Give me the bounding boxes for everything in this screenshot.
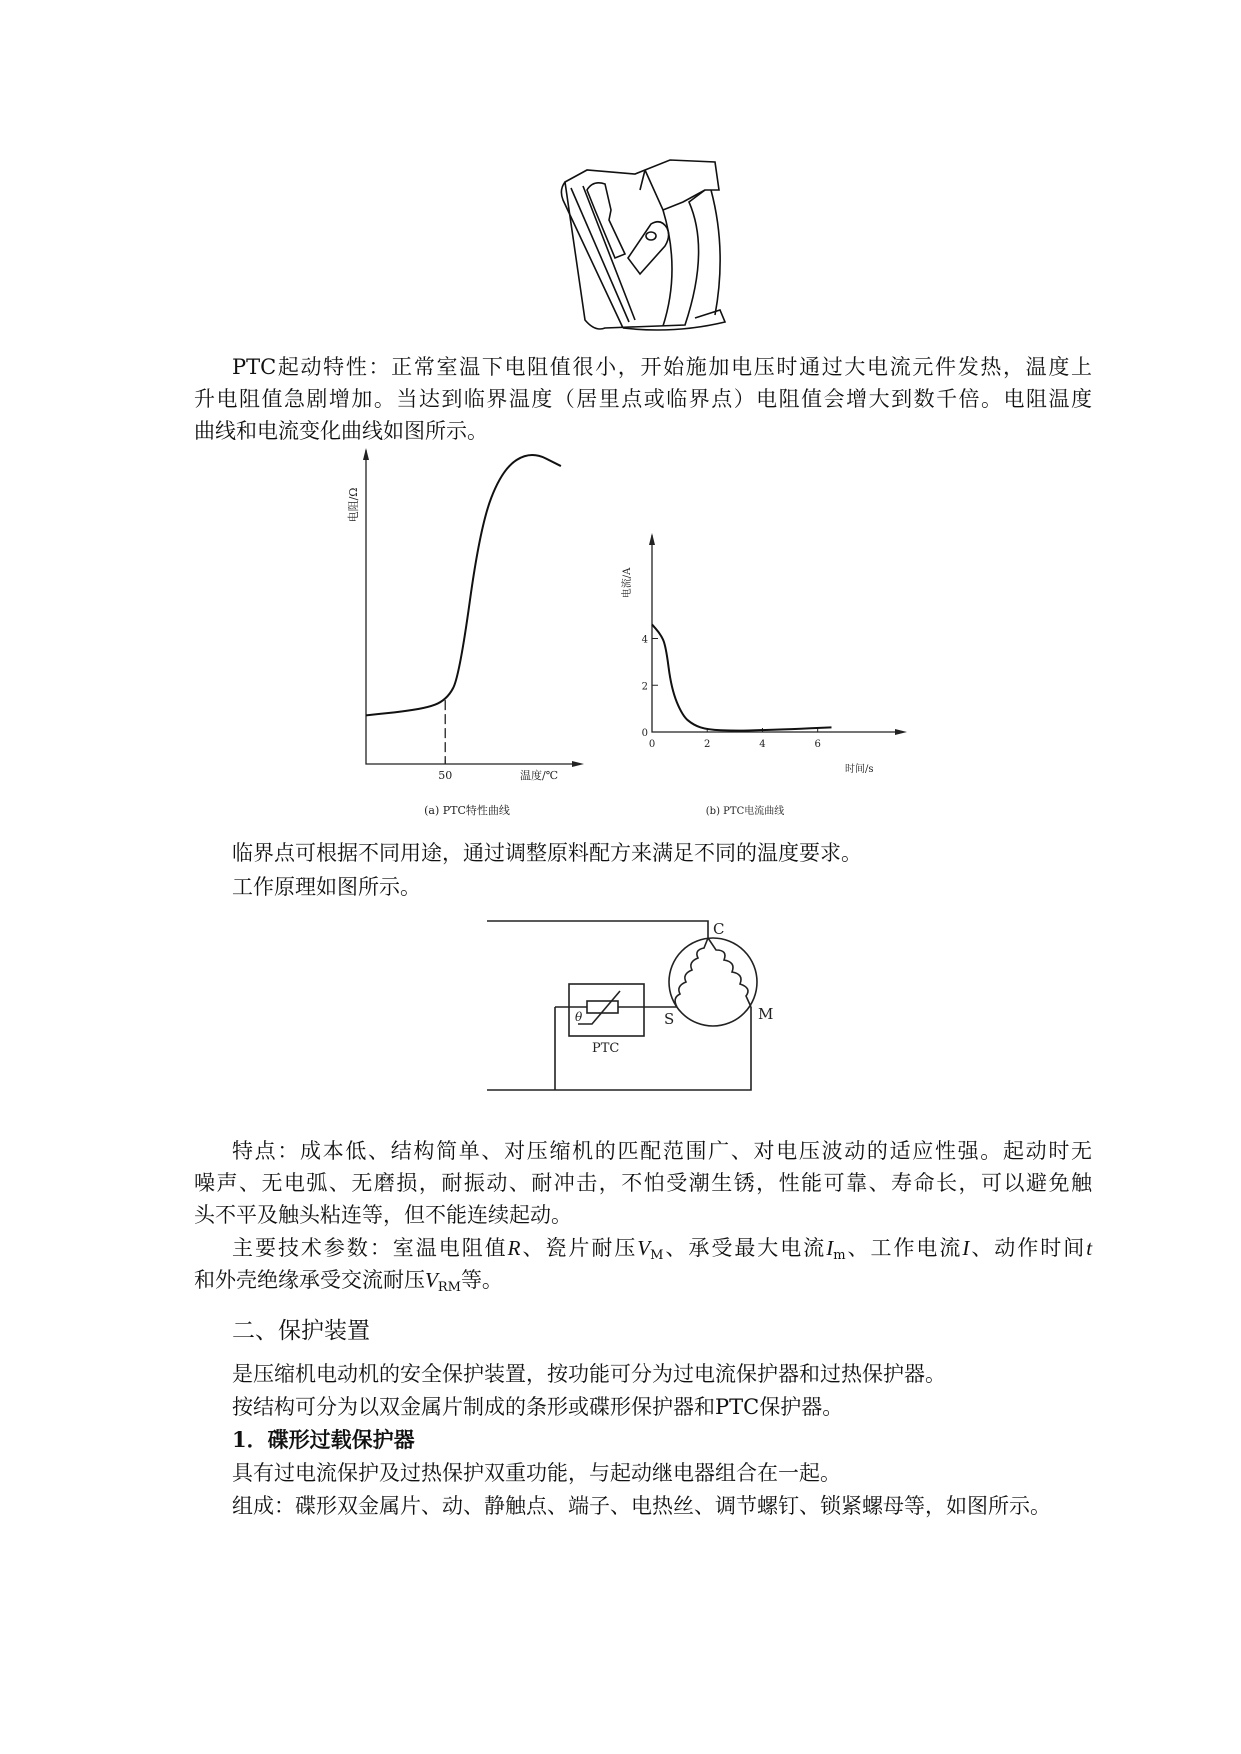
x-tick-label: 4 <box>759 739 766 750</box>
text: 主要技术参数：室温电阻值 <box>232 1236 508 1260</box>
ptc-circuit-diagram <box>480 910 800 1100</box>
paragraph-ptc-line-2: 升电阻值急剧增加。当达到临界温度（居里点或临界点）电阻值会增大到数千倍。电阻温度 <box>194 387 1092 411</box>
y-axis-arrow <box>649 533 655 545</box>
paragraph-features-line-2: 噪声、无电弧、无磨损，耐振动、耐冲击，不怕受潮生锈，性能可靠、寿命长，可以避免触 <box>194 1171 1092 1195</box>
label-theta: θ <box>575 1010 583 1024</box>
paragraph-protection-2: 按结构可分为以双金属片制成的条形或碟形保护器和PTC保护器。 <box>232 1395 844 1419</box>
ptc-charts <box>0 0 1241 840</box>
paragraph-working-principle: 工作原理如图所示。 <box>232 875 421 899</box>
motor-circle <box>669 938 757 1026</box>
start-winding-coil <box>675 938 708 1007</box>
x-axis-label: 时间/s <box>845 764 874 775</box>
paragraph-critical-point: 临界点可根据不同用途，通过调整原料配方来满足不同的温度要求。 <box>232 841 862 865</box>
sub-heading: 1．碟形过载保护器 <box>232 1427 415 1452</box>
wire-top <box>487 921 708 938</box>
y-tick-label: 0 <box>641 728 648 739</box>
paragraph-protection-3: 具有过电流保护及过热保护双重功能，与起动继电器组合在一起。 <box>232 1461 841 1485</box>
axes <box>366 450 580 764</box>
y-tick-label: 2 <box>641 681 648 693</box>
series-line <box>652 624 831 730</box>
text: 、动作时间 <box>969 1236 1087 1260</box>
text: 和外壳绝缘承受交流耐压 <box>194 1268 425 1292</box>
symbol-t: t <box>1086 1236 1093 1260</box>
x-tick-label: 6 <box>814 739 821 750</box>
chart-b-current-time <box>620 533 907 817</box>
symbol-i: I <box>962 1236 970 1260</box>
x-axis-arrow <box>895 729 907 735</box>
subscript: m <box>833 1248 846 1263</box>
main-winding-coil <box>708 938 751 1007</box>
x-tick-label: 0 <box>648 739 656 750</box>
label-ptc: PTC <box>592 1041 620 1056</box>
section-heading: 二、保护装置 <box>232 1318 370 1344</box>
paragraph-ptc-line-1: PTC起动特性：正常室温下电阻值很小，开始施加电压时通过大电流元件发热，温度上 <box>232 355 1092 379</box>
subscript: RM <box>437 1280 461 1295</box>
chart-caption: (b) PTC电流曲线 <box>705 806 785 817</box>
chart-caption: (a) PTC特性曲线 <box>424 804 510 817</box>
paragraph-features-line-3: 头不平及触头粘连等，但不能连续起动。 <box>194 1203 572 1227</box>
label-c: C <box>713 920 725 938</box>
symbol-i: I <box>826 1236 834 1260</box>
label-m: M <box>758 1005 774 1023</box>
x-axis-label: 温度/℃ <box>520 769 559 782</box>
y-axis-arrow <box>363 448 369 460</box>
paragraph-params-line-2 <box>194 1265 1092 1303</box>
symbol-r: R <box>507 1236 521 1260</box>
axes <box>652 535 903 732</box>
subscript: M <box>650 1248 664 1263</box>
y-tick-label: 4 <box>641 634 648 646</box>
text: 等。 <box>460 1268 503 1292</box>
paragraph-protection-4: 组成：碟形双金属片、动、静触点、端子、电热丝、调节螺钉、锁紧螺母等，如图所示。 <box>232 1494 1051 1518</box>
text: 、工作电流 <box>845 1236 963 1260</box>
label-s: S <box>664 1010 675 1028</box>
chart-a-resistance-temperature <box>346 448 584 817</box>
series-line <box>366 455 561 715</box>
paragraph-features-line-1: 特点：成本低、结构简单、对压缩机的匹配范围广、对电压波动的适应性强。起动时无 <box>232 1139 1092 1163</box>
x-axis-arrow <box>572 761 584 767</box>
paragraph-protection-1: 是压缩机电动机的安全保护装置，按功能可分为过电流保护器和过热保护器。 <box>232 1362 946 1386</box>
y-axis-label: 电流/A <box>622 567 633 599</box>
x-tick-label: 2 <box>704 739 711 750</box>
text: 、承受最大电流 <box>663 1236 827 1260</box>
x-tick-label: 50 <box>438 769 453 782</box>
symbol-v: V <box>637 1236 651 1260</box>
symbol-v: V <box>425 1268 438 1292</box>
paragraph-ptc-line-3: 曲线和电流变化曲线如图所示。 <box>194 419 488 443</box>
y-axis-label: 电阻/Ω <box>347 487 360 523</box>
text: 、瓷片耐压 <box>520 1236 638 1260</box>
